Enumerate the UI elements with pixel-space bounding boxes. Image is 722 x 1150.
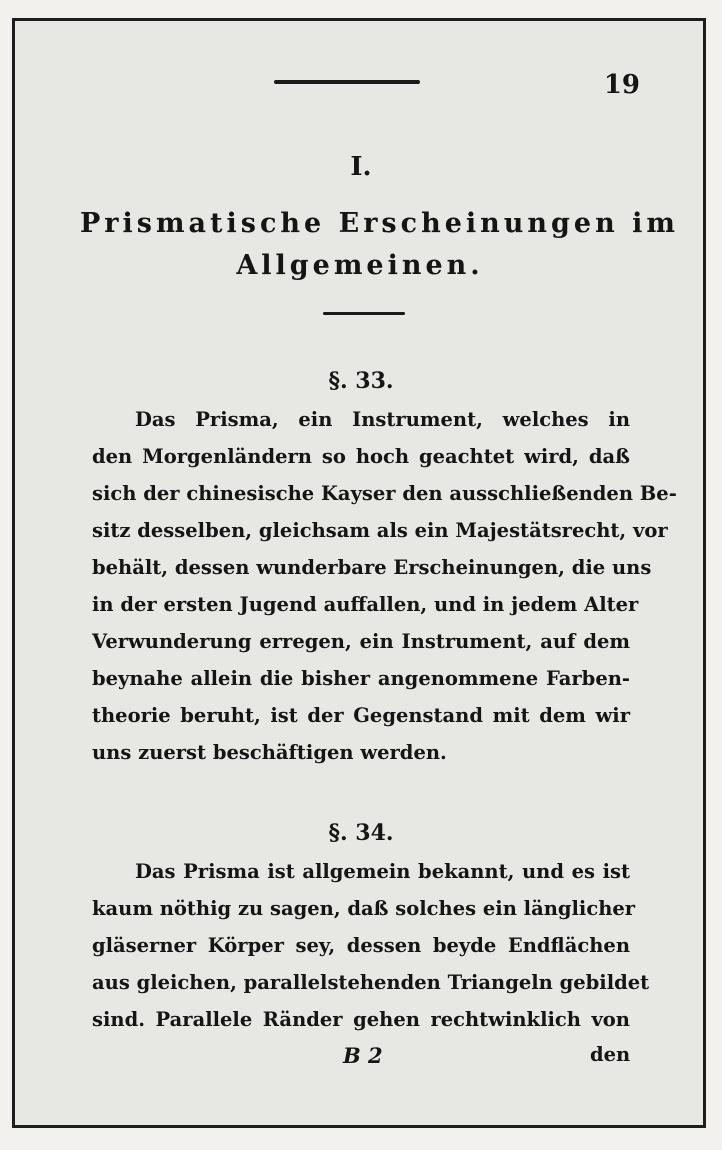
section-mark-34: §. 34. [328,820,394,846]
chapter-title-line-1: Prismatische Erscheinungen im [80,208,679,239]
signature-mark: B 2 [343,1043,383,1068]
title-rule [323,312,405,315]
header-rule [274,80,420,84]
paragraph-line: sich der chinesische Kayser den ausschließenden Be- [92,482,677,505]
chapter-number: I. [350,152,372,182]
paragraph-line: gläserner Körper sey, dessen beyde Endflächen [92,934,630,957]
paragraph-line: kaum nöthig zu sagen, daß solches ein länglicher [92,897,636,920]
chapter-title-line-2: Allgemeinen. [236,250,484,281]
paragraph-line: den Morgenländern so hoch geachtet wird, daß [92,445,630,468]
paragraph-line: sitz desselben, gleichsam als ein Majestätsrecht, vor [92,519,668,542]
paragraph-line: Verwunderung erregen, ein Instrument, auf dem [92,630,630,653]
paragraph-line: beynahe allein die bisher angenommene Farben- [92,667,630,690]
paragraph-line: sind. Parallele Ränder gehen rechtwinklich von [92,1008,630,1031]
paragraph-line: Das Prisma, ein Instrument, welches in [135,408,630,431]
paragraph-line: uns zuerst beschäftigen werden. [92,741,447,764]
paragraph-line: behält, dessen wunderbare Erscheinungen, die uns [92,556,652,579]
paragraph-line: theorie beruht, ist der Gegenstand mit dem wir [92,704,630,727]
catchword: den [590,1043,631,1066]
paragraph-line: Das Prisma ist allgemein bekannt, und es ist [135,860,630,883]
paragraph-line: in der ersten Jugend auffallen, und in jedem Alter [92,593,639,616]
page-number: 19 [603,70,640,100]
paragraph-line: aus gleichen, parallelstehenden Triangeln gebildet [92,971,650,994]
section-mark-33: §. 33. [328,368,394,394]
